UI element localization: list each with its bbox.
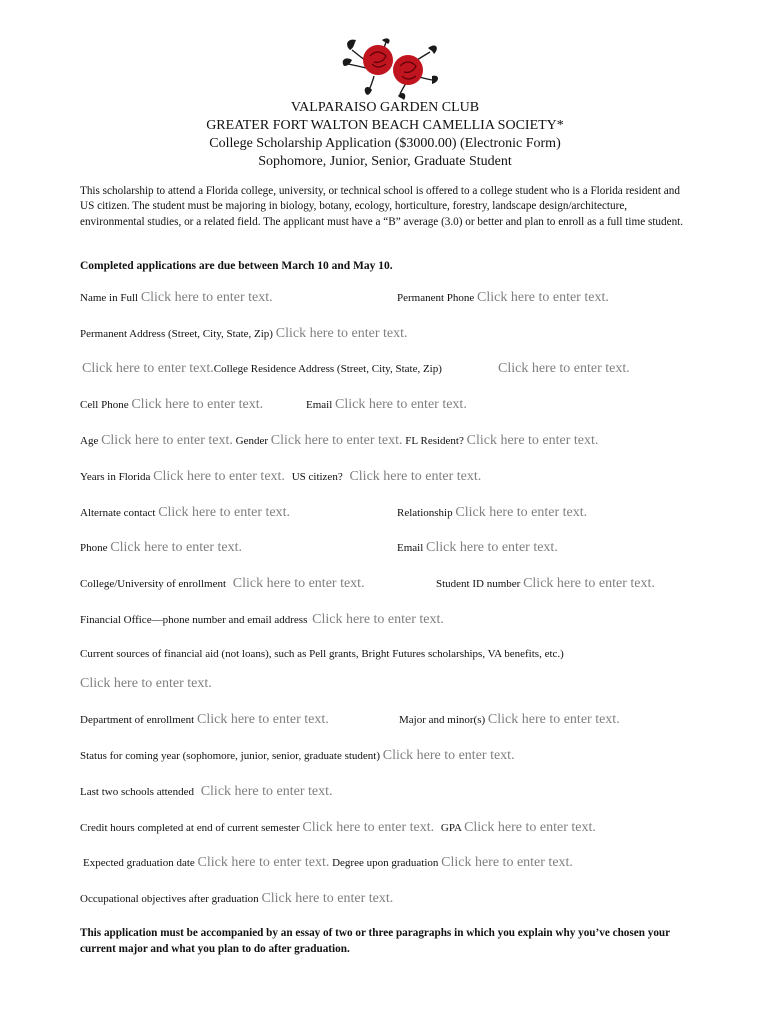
gender-field[interactable]: Click here to enter text.	[270, 433, 403, 448]
student-id-field[interactable]: Click here to enter text.	[523, 576, 655, 591]
permanent-address-label: Permanent Address (Street, City, State, Zip)	[80, 328, 273, 340]
email-label: Email	[306, 399, 333, 411]
alt-email-field[interactable]: Click here to enter text.	[426, 540, 558, 555]
major-label: Major and minor(s)	[399, 714, 486, 726]
fl-resident-field[interactable]: Click here to enter text.	[466, 433, 599, 448]
financial-office-label: Financial Office—phone number and email address	[80, 614, 308, 626]
alternate-contact-label: Alternate contact	[80, 507, 156, 519]
age-field[interactable]: Click here to enter text.	[101, 433, 233, 448]
credit-hours-label: Credit hours completed at end of current semester	[80, 822, 300, 834]
status-field[interactable]: Click here to enter text.	[382, 748, 515, 763]
financial-office-field[interactable]: Click here to enter text.	[312, 612, 444, 627]
name-label: Name in Full	[80, 292, 139, 304]
financial-aid-field[interactable]: Click here to enter text.	[80, 676, 212, 691]
club-name: VALPARAISO GARDEN CLUB	[290, 100, 480, 115]
major-field[interactable]: Click here to enter text.	[487, 712, 620, 727]
alternate-contact-field[interactable]: Click here to enter text.	[158, 505, 290, 520]
permanent-phone-label: Permanent Phone	[397, 292, 475, 304]
society-name: GREATER FORT WALTON BEACH CAMELLIA SOCIETY*	[206, 118, 564, 133]
gpa-label: GPA	[440, 822, 462, 834]
alt-phone-label: Phone	[80, 542, 108, 554]
last-schools-field[interactable]: Click here to enter text.	[200, 784, 333, 799]
us-citizen-field[interactable]: Click here to enter text.	[349, 469, 482, 484]
fl-resident-label: FL Resident?	[405, 435, 464, 447]
cell-phone-label: Cell Phone	[80, 399, 129, 411]
intro-paragraph: This scholarship to attend a Florida college, university, or technical school is offered to a college student who is a Florida resident and US citizen. The student must be majoring in biology, botany, ecology, horticulture, forestry, landscape design/architecture, environmental studies, or a related field. The applicant must have a “B” average (3.0) or better and plan to enroll as a full time student.	[80, 185, 684, 228]
age-label: Age	[80, 435, 99, 447]
alt-phone-field[interactable]: Click here to enter text.	[110, 540, 243, 555]
relationship-label: Relationship	[397, 507, 453, 519]
student-id-label: Student ID number	[436, 578, 521, 590]
gpa-field[interactable]: Click here to enter text.	[464, 820, 596, 835]
us-citizen-label: US citizen?	[291, 471, 343, 483]
grad-date-field[interactable]: Click here to enter text.	[197, 855, 330, 870]
college-address-field[interactable]: Click here to enter text.	[498, 361, 630, 376]
form-title: College Scholarship Application ($3000.00) (Electronic Form)	[209, 136, 561, 151]
eligible-students: Sophomore, Junior, Senior, Graduate Student	[258, 154, 512, 169]
essay-requirement: This application must be accompanied by an essay of two or three paragraphs in which you explain why you’ve chosen your current major and what you plan to do after graduation.	[80, 927, 670, 955]
due-date-notice: Completed applications are due between March 10 and May 10.	[80, 260, 393, 272]
alt-email-label: Email	[397, 542, 424, 554]
degree-field[interactable]: Click here to enter text.	[441, 855, 573, 870]
cell-phone-field[interactable]: Click here to enter text.	[131, 397, 264, 412]
gender-label: Gender	[235, 435, 268, 447]
name-field[interactable]: Click here to enter text.	[140, 290, 273, 305]
degree-label: Degree upon graduation	[332, 857, 439, 869]
status-label: Status for coming year (sophomore, junior, senior, graduate student)	[80, 750, 381, 762]
years-florida-label: Years in Florida	[80, 471, 151, 483]
college-field[interactable]: Click here to enter text.	[232, 576, 365, 591]
permanent-address-field[interactable]: Click here to enter text.	[275, 326, 408, 341]
financial-aid-label: Current sources of financial aid (not loans), such as Pell grants, Bright Futures scholarships, VA benefits, etc.)	[80, 648, 564, 660]
grad-date-label: Expected graduation date	[83, 857, 195, 869]
occupational-label: Occupational objectives after graduation	[80, 893, 259, 905]
camellia-logo	[342, 36, 440, 102]
permanent-address-field-2[interactable]: Click here to enter text.	[82, 361, 214, 376]
department-field[interactable]: Click here to enter text.	[197, 712, 329, 727]
years-florida-field[interactable]: Click here to enter text.	[153, 469, 285, 484]
department-label: Department of enrollment	[80, 714, 195, 726]
credit-hours-field[interactable]: Click here to enter text.	[302, 820, 435, 835]
permanent-phone-field[interactable]: Click here to enter text.	[477, 290, 609, 305]
form-header	[0, 99, 770, 171]
email-field[interactable]: Click here to enter text.	[335, 397, 467, 412]
occupational-field[interactable]: Click here to enter text.	[261, 891, 394, 906]
last-schools-label: Last two schools attended	[80, 786, 194, 798]
college-label: College/University of enrollment	[80, 578, 227, 590]
relationship-field[interactable]: Click here to enter text.	[455, 505, 588, 520]
college-address-label: College Residence Address (Street, City, State, Zip)	[213, 363, 442, 375]
